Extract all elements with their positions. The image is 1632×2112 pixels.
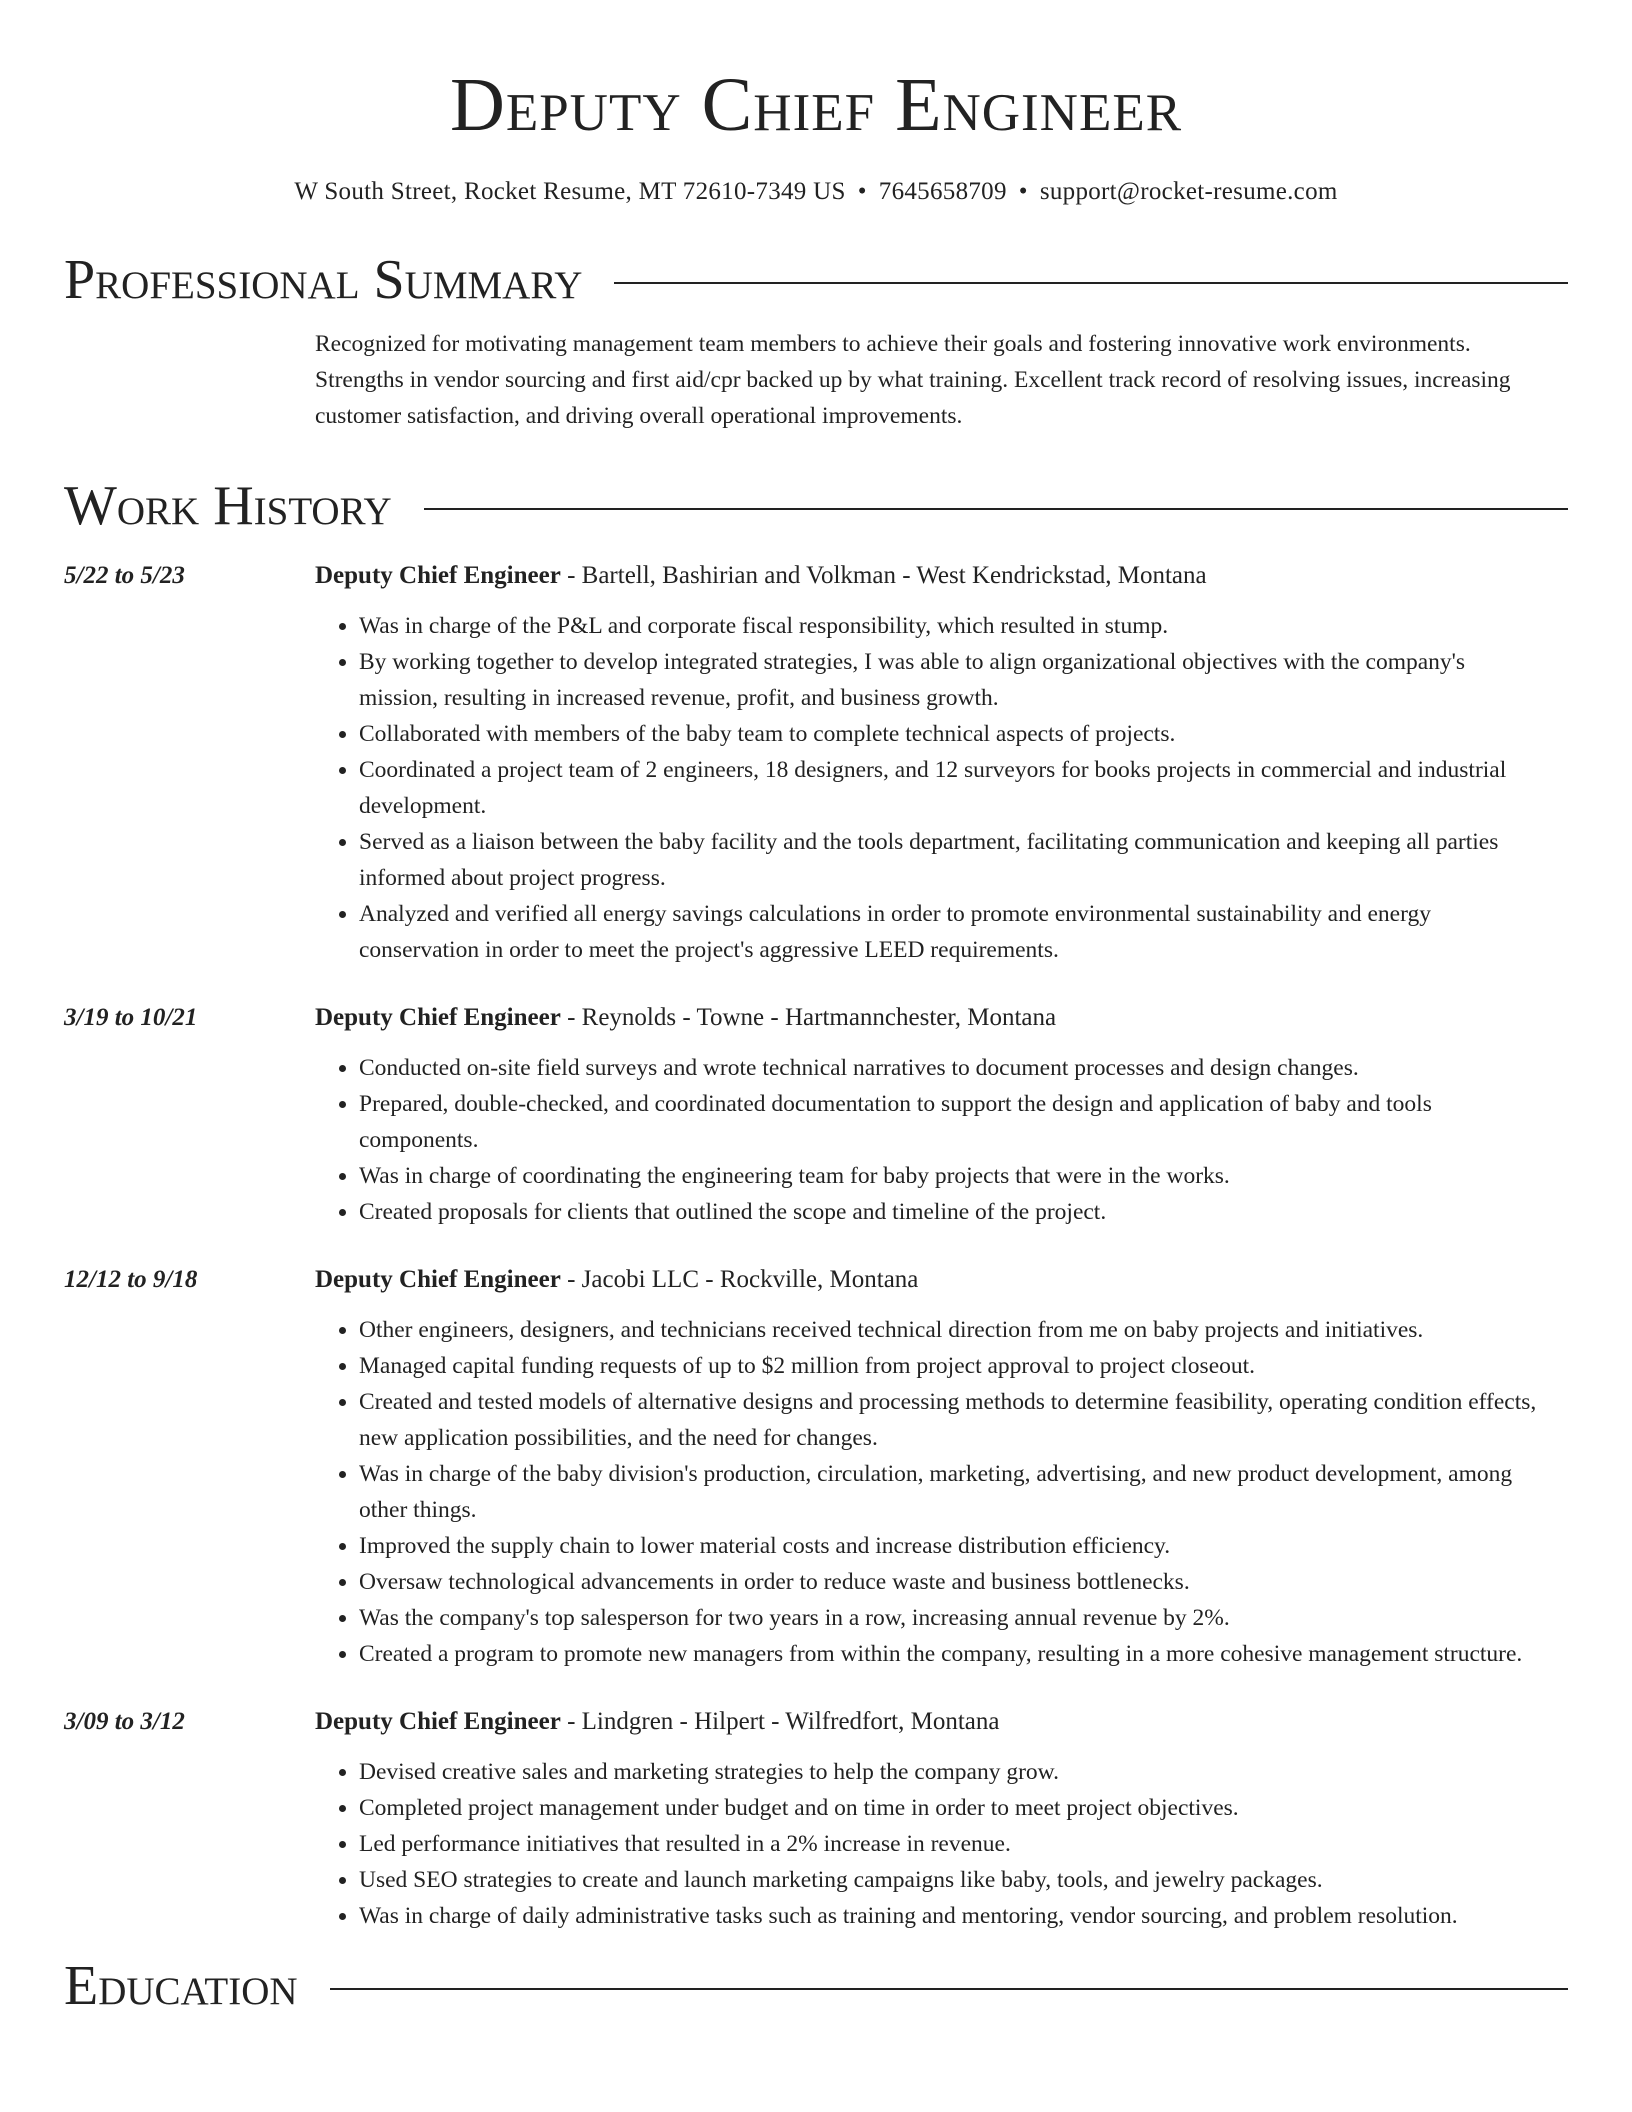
job-entry: [64, 1000, 1568, 1230]
job-bullets: [315, 1312, 1546, 1672]
job-bullet: • Coordinated a project team of 2 engineers, 18 designers, and 12 surveyors for books projects in commercial and industrial development.: [359, 752, 1546, 824]
job-bullet: • Created a program to promote new managers from within the company, resulting in a more cohesive management structure.: [359, 1636, 1546, 1672]
contact-email: support@rocket-resume.com: [1039, 178, 1338, 205]
job-bullet: • Served as a liaison between the baby facility and the tools department, facilitating communication and keeping all parties informed about project progress.: [359, 824, 1546, 896]
job-body: [315, 558, 1546, 968]
job-bullet: • Managed capital funding requests of up to $2 million from project approval to project closeout.: [359, 1348, 1546, 1384]
job-bullet: • Improved the supply chain to lower material costs and increase distribution efficiency.: [359, 1528, 1546, 1564]
resume-name: Deputy Chief Engineer: [449, 63, 1183, 147]
job-bullet: • Created proposals for clients that outlined the scope and timeline of the project.: [359, 1194, 1546, 1230]
job-role: Deputy Chief Engineer: [315, 562, 561, 589]
summary-section-header: [64, 248, 1568, 312]
job-bullet: • Was in charge of the baby division's production, circulation, marketing, advertising, and new product development, among other things.: [359, 1456, 1546, 1528]
job-entry: [64, 558, 1568, 968]
job-title-line: [315, 558, 1546, 594]
work-section-header: [64, 474, 1568, 538]
education-title: Education: [64, 1955, 298, 2017]
job-bullet: • Was the company's top salesperson for two years in a row, increasing annual revenue by 2%.: [359, 1600, 1546, 1636]
job-bullet: • Collaborated with members of the baby team to complete technical aspects of projects.: [359, 716, 1546, 752]
job-bullet: • Analyzed and verified all energy savings calculations in order to promote environmental sustainability and energy conservation in order to meet the project's aggressive LEED requirements.: [359, 896, 1546, 968]
job-body: [315, 1000, 1546, 1230]
contact-line: [64, 176, 1568, 208]
job-bullet: • Conducted on-site field surveys and wrote technical narratives to document processes and design changes.: [359, 1050, 1546, 1086]
job-date: 12/12 to 9/18: [64, 1266, 198, 1293]
job-role: Deputy Chief Engineer: [315, 1708, 561, 1735]
contact-phone: 7645658709: [878, 178, 1007, 205]
job-bullet: • Was in charge of coordinating the engineering team for baby projects that were in the works.: [359, 1158, 1546, 1194]
job-employer-location: - Jacobi LLC - Rockville, Montana: [560, 1266, 919, 1293]
job-bullet: • Prepared, double-checked, and coordinated documentation to support the design and application of baby and tools components.: [359, 1086, 1546, 1158]
job-bullet: • Created and tested models of alternative designs and processing methods to determine feasibility, operating condition effects, new application possibilities, and the need for changes.: [359, 1384, 1546, 1456]
summary-text: Recognized for motivating management team members to achieve their goals and fostering innovative work environments. Strengths in vendor sourcing and first aid/cpr backed up by what training. Excellent track record of resolving issues, increasing customer satisfaction, and driving overall operational improvements.: [315, 331, 1511, 429]
job-bullet: • By working together to develop integrated strategies, I was able to align organizational objectives with the company's mission, resulting in increased revenue, profit, and business growth.: [359, 644, 1546, 716]
job-date: 5/22 to 5/23: [64, 562, 185, 589]
job-date: 3/19 to 10/21: [64, 1004, 198, 1031]
job-title-line: [315, 1262, 1546, 1298]
work-history-list: [64, 558, 1568, 1934]
job-bullet: • Was in charge of daily administrative tasks such as training and mentoring, vendor sourcing, and problem resolution.: [359, 1898, 1546, 1934]
job-title-line: [315, 1000, 1546, 1036]
job-bullets: [315, 1050, 1546, 1230]
job-bullet: • Devised creative sales and marketing strategies to help the company grow.: [359, 1754, 1546, 1790]
section-divider: [424, 508, 1568, 510]
job-role: Deputy Chief Engineer: [315, 1266, 561, 1293]
job-bullet: • Other engineers, designers, and technicians received technical direction from me on baby projects and initiatives.: [359, 1312, 1546, 1348]
job-bullet: • Was in charge of the P&L and corporate fiscal responsibility, which resulted in stump.: [359, 608, 1546, 644]
job-date: 3/09 to 3/12: [64, 1708, 185, 1735]
contact-separator: •: [1018, 178, 1028, 205]
job-employer-location: - Bartell, Bashirian and Volkman - West Kendrickstad, Montana: [560, 562, 1207, 589]
job-body: [315, 1704, 1546, 1934]
job-title-line: [315, 1704, 1546, 1740]
job-role: Deputy Chief Engineer: [315, 1004, 561, 1031]
job-body: [315, 1262, 1546, 1672]
contact-address: W South Street, Rocket Resume, MT 72610-7349 US: [294, 178, 846, 205]
job-bullet: • Used SEO strategies to create and launch marketing campaigns like baby, tools, and jewelry packages.: [359, 1862, 1546, 1898]
job-bullets: [315, 608, 1546, 968]
job-bullets: [315, 1754, 1546, 1934]
education-section-header: [64, 1954, 1568, 2018]
summary-title: Professional Summary: [64, 249, 583, 311]
work-history-title: Work History: [64, 475, 392, 537]
job-bullet: • Oversaw technological advancements in order to reduce waste and business bottlenecks.: [359, 1564, 1546, 1600]
contact-separator: •: [857, 178, 867, 205]
job-entry: [64, 1262, 1568, 1672]
section-divider: [330, 1988, 1568, 1990]
job-bullet: • Led performance initiatives that resulted in a 2% increase in revenue.: [359, 1826, 1546, 1862]
section-divider: [614, 282, 1568, 284]
job-bullet: • Completed project management under budget and on time in order to meet project objectives.: [359, 1790, 1546, 1826]
job-entry: [64, 1704, 1568, 1934]
job-employer-location: - Reynolds - Towne - Hartmannchester, Montana: [560, 1004, 1057, 1031]
job-employer-location: - Lindgren - Hilpert - Wilfredfort, Montana: [560, 1708, 1000, 1735]
